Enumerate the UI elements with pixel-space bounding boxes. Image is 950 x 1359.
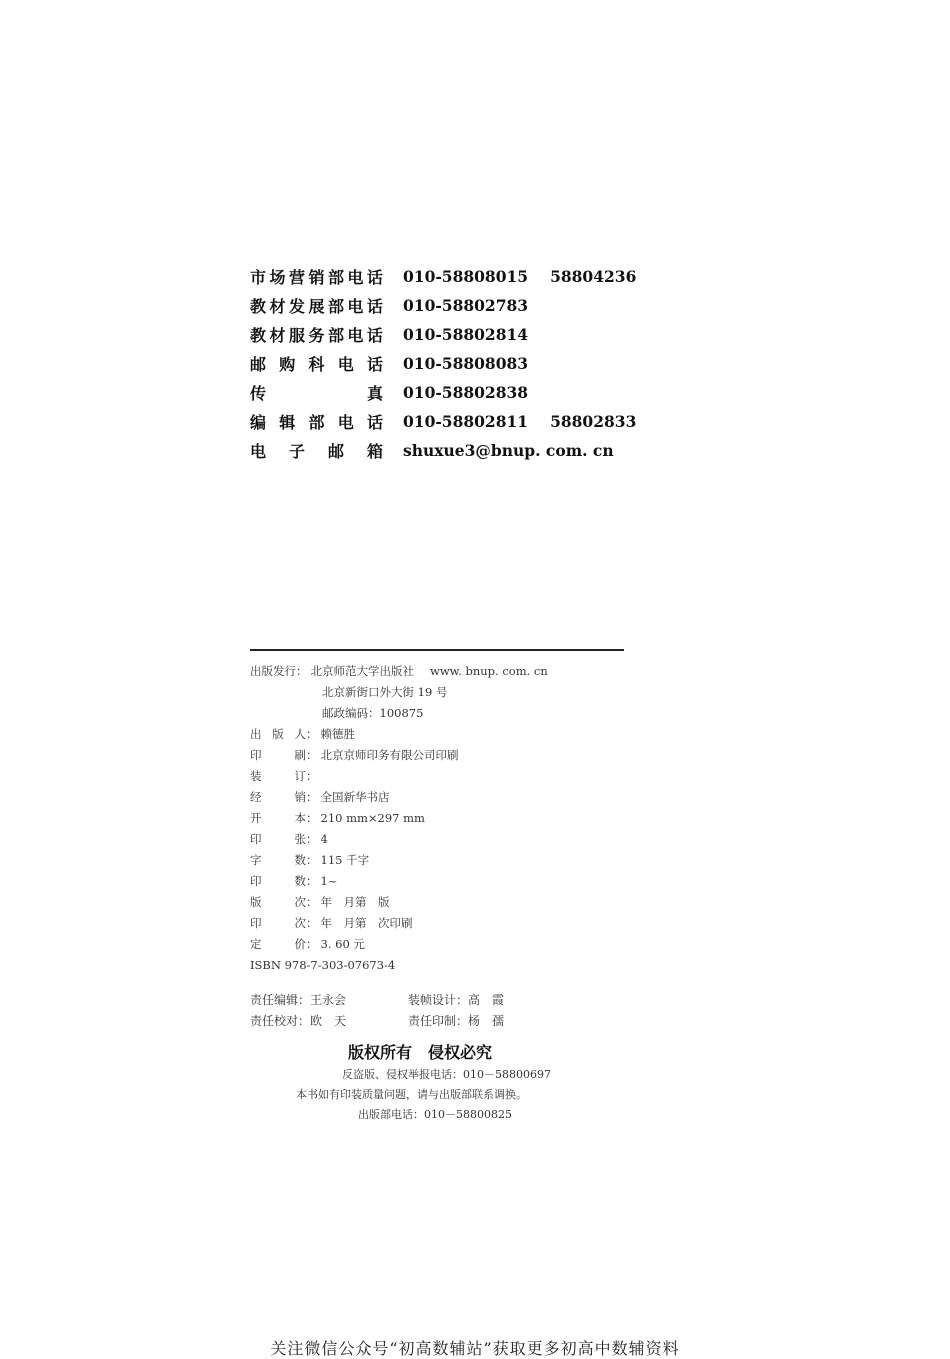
piracy-report-line: 反盗版、侵权举报电话：010－58800697 [342, 1068, 551, 1081]
contact-value: 010-58808015 [403, 267, 529, 286]
colophon-label: 印 次 [250, 916, 306, 930]
colophon-row: 字 数 ： 115 千字 [250, 850, 548, 871]
colophon-label: 经 销 [250, 790, 306, 804]
colophon-row: 出 版 人 ： 赖德胜 [250, 724, 548, 745]
colophon-value: 1~ [320, 874, 338, 888]
colophon-value: 年 月第 版 [320, 895, 390, 909]
colophon-row: 开 本 ： 210 mm×297 mm [250, 808, 548, 829]
colophon-label: 出 版 人 [250, 727, 306, 741]
colophon-label: 字 数 [250, 853, 306, 867]
contact-value: 010-58802838 [403, 383, 529, 402]
colophon-row: 定 价 ： 3. 60 元 [250, 934, 548, 955]
colophon [250, 661, 548, 976]
publishing-dept-line: 出版部电话：010－58800825 [358, 1108, 512, 1121]
contact-value: 010-58802811 [403, 412, 529, 431]
colophon-value: 3. 60 元 [320, 937, 365, 951]
contact-row [250, 291, 636, 320]
colophon-label: 定 价 [250, 937, 306, 951]
contact-value: 010-58808083 [403, 354, 529, 373]
footer-notice: 关注微信公众号“初高数辅站”获取更多初高中数辅资料 [270, 1339, 680, 1358]
credit-entry: 装帧设计：高 霞 [408, 993, 505, 1007]
contact-value: 58802833 [550, 412, 637, 431]
contact-row [250, 320, 636, 349]
credits [250, 990, 566, 1032]
contact-label: 编 辑 部 电 话 [250, 413, 383, 432]
colophon-row: 装 订 ： [250, 766, 548, 787]
colophon-value: 115 千字 [320, 853, 370, 867]
colophon-row: 印 次 ： 年 月第 次印刷 [250, 913, 548, 934]
contact-row [250, 407, 636, 436]
isbn: ISBN 978-7-303-07673-4 [250, 958, 396, 972]
contact-label: 市 场 营 销 部 电 话 [250, 268, 383, 287]
publisher-row: 出版发行 ： 北京师范大学出版社 www. bnup. com. cn [250, 661, 548, 682]
contact-label: 电 子 邮 箱 [250, 442, 383, 461]
colophon-value: 北京京师印务有限公司印刷 [320, 748, 459, 762]
colophon-details [250, 724, 548, 955]
colophon-label: 印 刷 [250, 748, 306, 762]
contact-row [250, 378, 636, 407]
contact-label: 传 真 [250, 384, 383, 403]
contact-value: 58804236 [550, 267, 637, 286]
colophon-label: 印 数 [250, 874, 306, 888]
credit-entry: 责任印制：杨 孺 [408, 1014, 505, 1028]
contact-value: 010-58802814 [403, 325, 529, 344]
contact-row [250, 349, 636, 378]
contact-value: 010-58802783 [403, 296, 529, 315]
colophon-value: 4 [320, 832, 328, 846]
colophon-label: 版 次 [250, 895, 306, 909]
colophon-row: 经 销 ： 全国新华书店 [250, 787, 548, 808]
colophon-row: 印 数 ： 1~ [250, 871, 548, 892]
colophon-value: 赖德胜 [320, 727, 355, 741]
contact-row [250, 262, 636, 291]
copyright-title: 版权所有 侵权必究 [348, 1043, 493, 1062]
credit-row [250, 1011, 566, 1032]
publisher-postcode: 邮政编码：100875 [322, 706, 424, 720]
colophon-value: 年 月第 次印刷 [320, 916, 413, 930]
colophon-row: 印 刷 ： 北京京师印务有限公司印刷 [250, 745, 548, 766]
colophon-value: 全国新华书店 [320, 790, 390, 804]
contact-label: 教 材 发 展 部 电 话 [250, 297, 383, 316]
publisher-name: 北京师范大学出版社 [310, 664, 414, 678]
contact-list [250, 262, 636, 465]
colophon-value: 210 mm×297 mm [320, 811, 425, 825]
credit-row [250, 990, 566, 1011]
colophon-label: 开 本 [250, 811, 306, 825]
contact-label: 邮 购 科 电 话 [250, 355, 383, 374]
contact-row [250, 436, 636, 465]
credit-entry: 责任校对：欧 天 [250, 1014, 347, 1028]
contact-label: 教 材 服 务 部 电 话 [250, 326, 383, 345]
colophon-row: 版 次 ： 年 月第 版 [250, 892, 548, 913]
credit-entry: 责任编辑：王永会 [250, 993, 347, 1007]
colophon-label: 装 订 [250, 769, 306, 783]
colophon-row: 印 张 ： 4 [250, 829, 548, 850]
publisher-label: 出版发行 [250, 664, 296, 678]
colophon-label: 印 张 [250, 832, 306, 846]
publisher-address: 北京新街口外大街 19 号 [322, 685, 448, 699]
divider-line [250, 649, 624, 651]
contact-value[interactable]: shuxue3@bnup. com. cn [403, 441, 614, 460]
publisher-website: www. bnup. com. cn [430, 664, 548, 678]
quality-notice-line: 本书如有印装质量问题，请与出版部联系调换。 [296, 1088, 527, 1101]
